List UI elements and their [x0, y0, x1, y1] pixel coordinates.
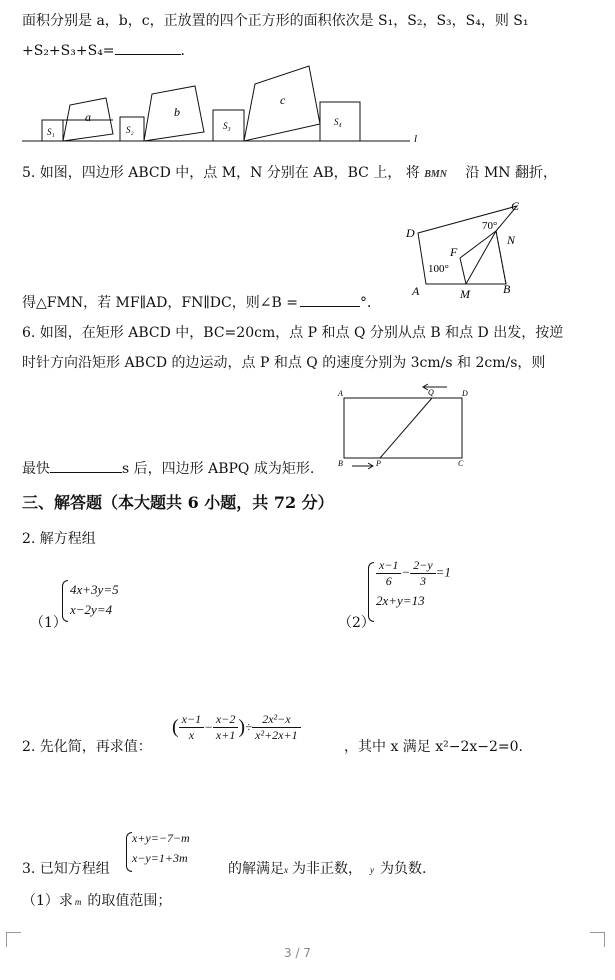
vertex-b: B	[503, 282, 511, 296]
rect-abcd	[344, 398, 462, 458]
equals-one: =1	[435, 564, 451, 580]
q4-line2	[22, 40, 185, 59]
q6-line3-pre: 最快	[22, 461, 50, 477]
q5-text1: 5. 如图，四边形 ABCD 中，点 M，N 分别在 AB，BC 上， 将	[22, 165, 420, 181]
vertex-d: D	[406, 226, 415, 240]
frac-den: x+1	[215, 728, 236, 742]
q5-inline-triangle: BMN	[424, 169, 448, 180]
vertex-f: F	[450, 245, 458, 259]
equation-system-3	[132, 828, 190, 868]
p2b-post: ，其中 x 满足 x²−2x−2=0.	[344, 739, 524, 755]
p3-post1: 的解满足	[228, 861, 284, 877]
label-s4: S₄	[334, 117, 342, 127]
q5-text2: 沿 MN 翻折，	[465, 165, 557, 181]
frac-den: 6	[385, 574, 392, 588]
answer-blank	[300, 292, 360, 307]
sys1-eq1: 4x+3y=5	[70, 582, 119, 597]
q5-line2	[22, 292, 381, 312]
sys3-eq2: x−y=1+3m	[132, 851, 188, 865]
frac-den: x²+2x+1	[255, 728, 298, 742]
q5-text3-end: °．	[359, 295, 381, 311]
var-x: x	[284, 865, 288, 875]
vertex-n: N	[507, 233, 516, 247]
section-heading: 三、解答题（本大题共 6 小题，共 72 分）	[22, 493, 334, 512]
answer-blank	[50, 458, 122, 473]
crop-mark	[590, 932, 605, 947]
p2-title: 2. 解方程组	[22, 531, 96, 547]
p3-condition	[228, 858, 426, 878]
p2-sub1-label: （1）	[30, 615, 67, 631]
line-mf	[460, 258, 466, 284]
vertex-a: A	[412, 284, 420, 298]
sys1-eq2: x−2y=4	[70, 602, 113, 617]
line-mn	[466, 231, 496, 284]
q4-line1: 面积分别是 a，b，c，正放置的四个正方形的面积依次是 S₁，S₂，S₃，S₄，则 S₁	[22, 13, 529, 29]
p3-post2: 为非正数，	[292, 861, 362, 877]
frac-num: 2−y	[410, 558, 435, 574]
var-y: y	[370, 865, 374, 875]
p2-sub2-label: （2）	[338, 615, 375, 631]
frac-num: x−1	[179, 712, 204, 728]
label-s3: S₃	[223, 121, 231, 131]
equation-system-2	[376, 558, 451, 609]
crop-mark	[6, 932, 21, 947]
p3-post3: 为负数.	[380, 861, 427, 877]
vertex-p: P	[376, 459, 381, 468]
vertex-q: Q	[428, 388, 434, 397]
q6-line3	[22, 458, 314, 478]
p3-pre: 3. 已知方程组	[22, 861, 110, 877]
line-fn	[460, 231, 496, 258]
sys2-eq2: 2x+y=13	[376, 593, 425, 608]
q4-line2-end: .	[180, 43, 185, 59]
quadrilateral-figure	[398, 196, 528, 302]
p3-sub1-post: 的取值范围；	[87, 893, 172, 909]
vertex-m: M	[460, 287, 470, 301]
q6-line3-post: s 后，四边形 ABPQ 成为矩形.	[122, 461, 315, 477]
squares-figure	[20, 62, 420, 146]
vertex-d: D	[462, 389, 468, 398]
vertex-c: C	[458, 459, 464, 468]
vertex-b: B	[338, 459, 343, 468]
simplify-expression: ( $\frac{x-1}{x}$ − $\frac{x-2}{x+1}$ )÷ $\frac{\text{2x²−x}}{\text{x²+2x+1}}$	[172, 712, 301, 743]
label-b: b	[174, 105, 180, 119]
label-s1: S₁	[47, 127, 55, 137]
q6-line1: 6. 如图，在矩形 ABCD 中，BC=20cm，点 P 和点 Q 分别从点 B 和点 D 出发，按逆	[22, 325, 564, 341]
angle-c-label: 70°	[482, 220, 498, 232]
label-c: c	[280, 93, 286, 107]
q6-line2: 时针方向沿矩形 ABCD 的边运动，点 P 和点 Q 的速度分别为 3cm/s 和 2cm/s，则	[22, 355, 546, 371]
rectangle-figure	[332, 382, 482, 472]
page-number: 3 / 7	[284, 946, 311, 960]
label-s2: S₂	[126, 125, 134, 135]
sys2-eq1	[376, 558, 451, 589]
sys3-eq1: x+y=−7−m	[132, 831, 190, 845]
frac-num: 2x²−x	[252, 712, 300, 728]
angle-a-label: 100°	[428, 263, 449, 275]
answer-blank	[115, 40, 181, 55]
minus-sign: −	[401, 564, 411, 580]
brace-left	[62, 580, 68, 622]
p2b-pre: 2. 先化简，再求值：	[22, 739, 152, 755]
brace-left	[368, 562, 374, 622]
equation-system-1	[70, 580, 119, 620]
frac-den: x	[188, 728, 195, 742]
q4-line2-text: +S₂+S₃+S₄=	[22, 43, 115, 59]
label-l: l	[414, 133, 418, 145]
var-m: m	[74, 897, 82, 907]
p3-sub1-pre: （1）求	[22, 893, 73, 909]
line-pq	[380, 398, 432, 458]
q5-line1	[22, 162, 557, 182]
vertex-c: C	[511, 199, 520, 213]
label-a: a	[85, 110, 91, 124]
p3-sub1	[22, 890, 171, 910]
vertex-a: A	[338, 389, 343, 398]
divide-sign: ÷	[245, 719, 253, 735]
frac-den: 3	[419, 574, 426, 588]
frac-num: x−1	[376, 558, 401, 574]
q5-text3: 得△FMN，若 MF∥AD，FN∥DC，则∠B =	[22, 295, 298, 311]
minus-sign: −	[204, 719, 213, 735]
frac-num: x−2	[213, 712, 238, 728]
